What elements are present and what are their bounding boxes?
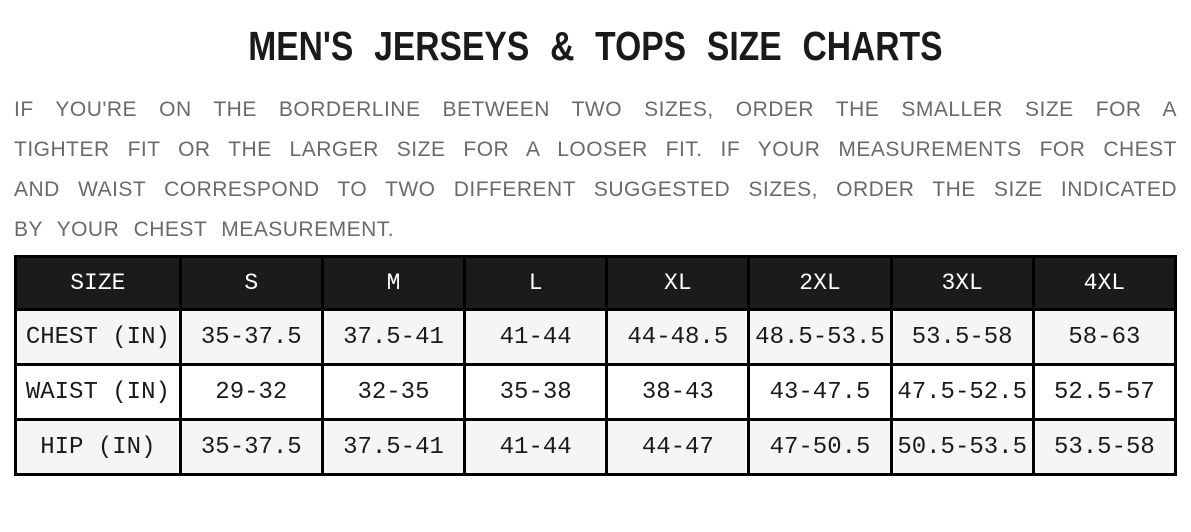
row-label-cell: WAIST (IN) — [16, 365, 181, 420]
header-cell-s: S — [180, 257, 322, 310]
value-cell: 58-63 — [1033, 310, 1175, 365]
header-cell-m: M — [322, 257, 464, 310]
value-cell: 52.5-57 — [1033, 365, 1175, 420]
value-cell: 37.5-41 — [322, 310, 464, 365]
intro-line: AND WAIST CORRESPOND TO TWO DIFFERENT SUGGESTED SIZES, ORDER THE SIZE INDICATED — [14, 178, 1177, 201]
value-cell: 43-47.5 — [749, 365, 891, 420]
value-cell: 44-47 — [607, 420, 749, 475]
value-cell: 35-38 — [465, 365, 607, 420]
header-cell-4xl: 4XL — [1033, 257, 1175, 310]
header-cell-l: L — [465, 257, 607, 310]
header-cell-2xl: 2XL — [749, 257, 891, 310]
header-cell-size: SIZE — [16, 257, 181, 310]
value-cell: 44-48.5 — [607, 310, 749, 365]
value-cell: 41-44 — [465, 310, 607, 365]
table-row-chest — [16, 310, 1176, 365]
intro-paragraph — [14, 90, 1177, 250]
intro-line: TIGHTER FIT OR THE LARGER SIZE FOR A LOOSER FIT. IF YOUR MEASUREMENTS FOR CHEST — [14, 138, 1177, 161]
value-cell: 41-44 — [465, 420, 607, 475]
value-cell: 50.5-53.5 — [891, 420, 1033, 475]
page-title: MEN'S JERSEYS & TOPS SIZE CHARTS — [248, 23, 943, 69]
value-cell: 32-35 — [322, 365, 464, 420]
row-label-cell: HIP (IN) — [16, 420, 181, 475]
value-cell: 35-37.5 — [180, 310, 322, 365]
value-cell: 53.5-58 — [1033, 420, 1175, 475]
value-cell: 47-50.5 — [749, 420, 891, 475]
table-row-waist — [16, 365, 1176, 420]
value-cell: 53.5-58 — [891, 310, 1033, 365]
value-cell: 29-32 — [180, 365, 322, 420]
value-cell: 38-43 — [607, 365, 749, 420]
header-cell-3xl: 3XL — [891, 257, 1033, 310]
value-cell: 48.5-53.5 — [749, 310, 891, 365]
value-cell: 37.5-41 — [322, 420, 464, 475]
size-chart-table — [14, 255, 1177, 476]
header-cell-xl: XL — [607, 257, 749, 310]
table-header-row — [16, 257, 1176, 310]
table-row-hip — [16, 420, 1176, 475]
row-label-cell: CHEST (IN) — [16, 310, 181, 365]
value-cell: 35-37.5 — [180, 420, 322, 475]
intro-line: BY YOUR CHEST MEASUREMENT. — [14, 218, 395, 241]
intro-line: IF YOU'RE ON THE BORDERLINE BETWEEN TWO SIZES, ORDER THE SMALLER SIZE FOR A — [14, 98, 1177, 121]
value-cell: 47.5-52.5 — [891, 365, 1033, 420]
title-bar — [0, 22, 1191, 70]
